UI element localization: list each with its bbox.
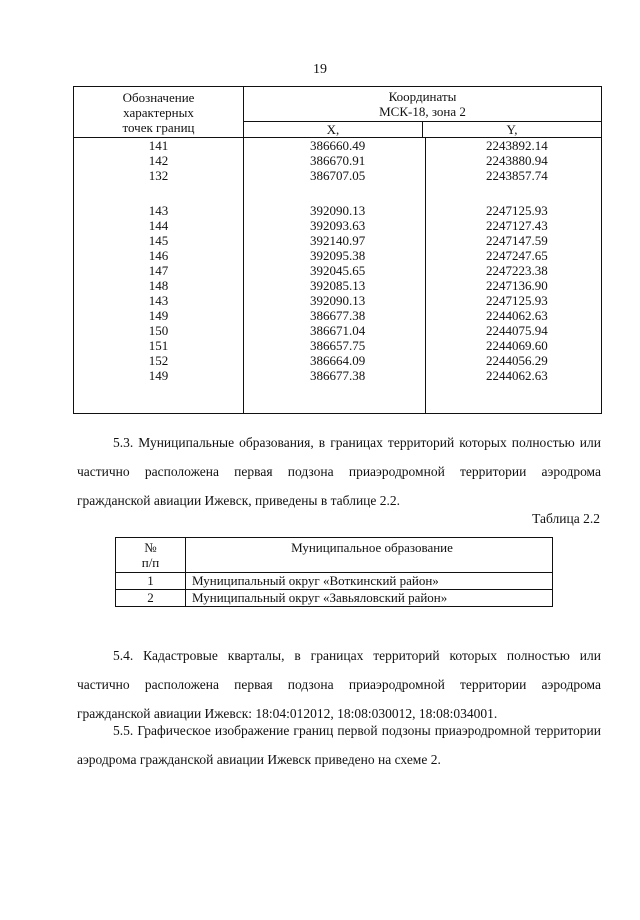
- cell-pt: 143: [148, 293, 169, 308]
- cell-pt: 141: [148, 138, 169, 153]
- municipal-table-header: [116, 538, 552, 572]
- column-points: [74, 138, 244, 413]
- header-num-line: п/п: [141, 555, 160, 570]
- cell-y: 2244062.63: [486, 368, 548, 383]
- cell-y: 2247136.90: [486, 278, 548, 293]
- header-name: Муниципальное образование: [291, 540, 453, 555]
- row-name: Муниципальный округ «Завьяловский район»: [192, 590, 448, 605]
- cell-x: 392090.13: [310, 203, 366, 218]
- cell-x: 392093.63: [310, 218, 366, 233]
- cell-pt: 146: [148, 248, 169, 263]
- header-coordinates: [244, 87, 601, 137]
- cell-pt: 148: [148, 278, 169, 293]
- cell-x: 392045.65: [310, 263, 366, 278]
- paragraph-5-3: [77, 428, 601, 515]
- cell-x: 386664.09: [310, 353, 366, 368]
- cell-y: 2247125.93: [486, 203, 548, 218]
- table-caption: Таблица 2.2: [532, 511, 600, 526]
- cell-pt: 144: [148, 218, 169, 233]
- cell-y: 2247147.59: [486, 233, 548, 248]
- header-x: X,: [244, 122, 423, 137]
- cell-y: 2243892.14: [486, 138, 548, 153]
- cell-y: 2243857.74: [486, 168, 548, 183]
- row-gap: [310, 183, 425, 203]
- cell-y: 2247127.43: [486, 218, 548, 233]
- cell-y: 2244075.94: [486, 323, 548, 338]
- cell-y: 2244069.60: [486, 338, 548, 353]
- row-name: Муниципальный округ «Воткинский район»: [192, 573, 439, 588]
- header-label-line: характерных: [123, 105, 194, 120]
- cell-x: 392095.38: [310, 248, 366, 263]
- cell-x: 386677.38: [310, 308, 366, 323]
- cell-x: 386671.04: [310, 323, 366, 338]
- cell-x: 392085.13: [310, 278, 366, 293]
- cell-x: 392140.97: [310, 233, 366, 248]
- header-y: Y,: [506, 122, 518, 137]
- column-x: [244, 138, 426, 413]
- cell-pt: 132: [148, 168, 169, 183]
- cell-x: 392090.13: [310, 293, 366, 308]
- cell-x: 386677.38: [310, 368, 366, 383]
- cell-pt: 142: [148, 153, 169, 168]
- cell-x: 386657.75: [310, 338, 366, 353]
- page-number: 19: [313, 62, 327, 77]
- cell-pt: 147: [148, 263, 169, 278]
- paragraph-5-5: [77, 716, 601, 774]
- header-point-label: [74, 87, 244, 137]
- cell-pt: 145: [148, 233, 169, 248]
- coordinates-table: [73, 86, 602, 414]
- header-coordinates-title: [244, 87, 601, 122]
- cell-y: 2244062.63: [486, 308, 548, 323]
- coordinates-table-header: [74, 87, 601, 138]
- paragraph-5-4-text: 5.4. Кадастровые кварталы, в границах территорий которых полностью или частично расположена первая подзона приаэродромной территории аэродрома гражданской авиации Ижевск: 18:04:012012, 18:08:030012, 18:08:034001.: [77, 648, 601, 721]
- table-row: [116, 589, 552, 606]
- cell-x: 386660.49: [310, 138, 366, 153]
- header-num-line: №: [144, 540, 157, 555]
- cell-pt: 143: [148, 203, 169, 218]
- header-label-line: точек границ: [122, 120, 195, 135]
- paragraph-5-5-text: 5.5. Графическое изображение границ первой подзоны приаэродромной территории аэродрома гражданской авиации Ижевск приведено на схеме 2.: [77, 723, 601, 767]
- header-title-line: МСК-18, зона 2: [379, 104, 466, 119]
- header-label-line: Обозначение: [122, 90, 195, 105]
- cell-x: 386670.91: [310, 153, 366, 168]
- cell-x: 386707.05: [310, 168, 366, 183]
- row-num: 1: [116, 573, 186, 589]
- cell-y: 2247223.38: [486, 263, 548, 278]
- header-num: [116, 538, 186, 572]
- cell-pt: 149: [148, 368, 169, 383]
- cell-pt: 152: [148, 353, 169, 368]
- row-gap: [74, 183, 243, 203]
- cell-pt: 149: [148, 308, 169, 323]
- cell-y: 2247125.93: [486, 293, 548, 308]
- cell-pt: 151: [148, 338, 169, 353]
- cell-y: 2243880.94: [486, 153, 548, 168]
- row-gap: [486, 183, 601, 203]
- row-num: 2: [116, 590, 186, 606]
- column-y: [426, 138, 601, 413]
- municipal-table: [115, 537, 553, 607]
- table-row: [116, 572, 552, 589]
- paragraph-5-3-text: 5.3. Муниципальные образования, в границах территорий которых полностью или частично расположена первая подзона приаэродромной территории аэродрома гражданской авиации Ижевск, приведены в таблице 2.2.: [77, 435, 601, 508]
- cell-y: 2247247.65: [486, 248, 548, 263]
- header-title-line: Координаты: [388, 89, 457, 104]
- cell-pt: 150: [148, 323, 169, 338]
- coordinates-table-body: [74, 138, 601, 413]
- paragraph-5-4: [77, 641, 601, 728]
- header-xy: [244, 122, 601, 137]
- cell-y: 2244056.29: [486, 353, 548, 368]
